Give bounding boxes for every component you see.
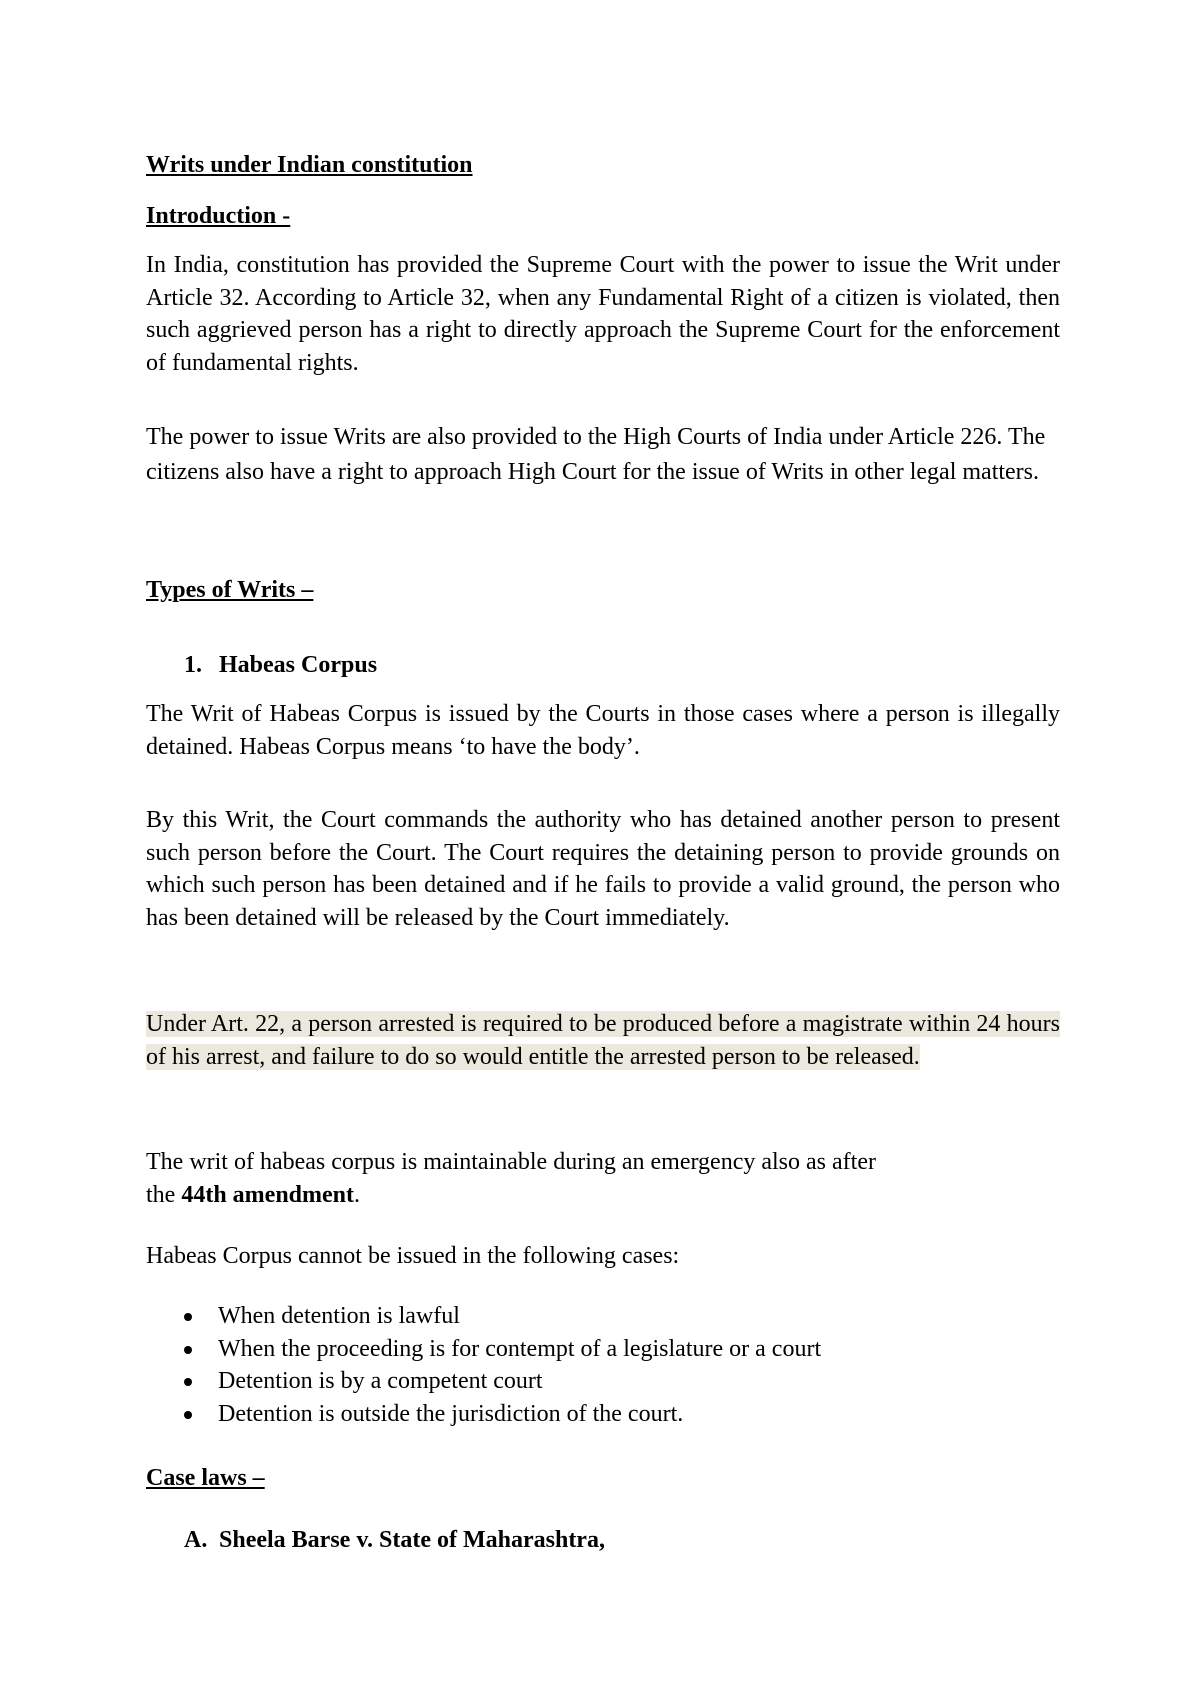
habeas-corpus-heading xyxy=(184,649,377,681)
bullet-icon xyxy=(184,1313,192,1321)
list-item xyxy=(184,1365,1060,1398)
habeas-paragraph-5: Habeas Corpus cannot be issued in the following cases: xyxy=(146,1243,680,1269)
introduction-heading: Introduction - xyxy=(146,203,291,229)
habeas-paragraph-4 xyxy=(146,1146,1060,1211)
case-a-label: A. xyxy=(184,1527,208,1553)
list-item xyxy=(184,1300,1060,1333)
case-laws-heading: Case laws – xyxy=(146,1465,265,1491)
case-a-heading xyxy=(184,1524,605,1556)
document-title: Writs under Indian constitution xyxy=(146,152,473,178)
habeas-paragraph-4-line-1: The writ of habeas corpus is maintainable during an emergency also as after xyxy=(146,1149,876,1175)
bullet-icon xyxy=(184,1411,192,1419)
list-item-text: Detention is by a competent court xyxy=(218,1368,543,1394)
bullet-icon xyxy=(184,1378,192,1386)
list-item-text: When detention is lawful xyxy=(218,1303,460,1329)
types-of-writs-heading: Types of Writs – xyxy=(146,577,314,603)
habeas-paragraph-4-line-2 xyxy=(146,1179,1060,1212)
intro-paragraph-2: The power to issue Writs are also provided to the High Courts of India under Article 226. The citizens also have a right to approach High Court for the issue of Writs in other legal matters. xyxy=(146,424,1046,485)
intro-paragraph-1: In India, constitution has provided the Supreme Court with the power to issue the Writ under Article 32. According to Article 32, when any Fundamental Right of a citizen is violated, then such aggrieved person has a right to directly approach the Supreme Court for the enforcement of fundamental rights. xyxy=(146,252,1060,376)
p4-suffix: . xyxy=(354,1181,360,1208)
amendment-bold-text: 44th amendment xyxy=(181,1181,354,1208)
list-item-text: Detention is outside the jurisdiction of the court. xyxy=(218,1400,684,1427)
list-item-text: When the proceeding is for contempt of a legislature or a court xyxy=(218,1335,822,1362)
case-a-title: Sheela Barse v. State of Maharashtra, xyxy=(219,1527,605,1553)
habeas-corpus-number: 1. xyxy=(184,652,202,678)
highlighted-text: Under Art. 22, a person arrested is required to be produced before a magistrate within 24 hours of his arrest, and failure to do so would entitle the arrested person to be released. xyxy=(146,1011,1060,1070)
habeas-corpus-title: Habeas Corpus xyxy=(219,652,378,678)
habeas-paragraph-1: The Writ of Habeas Corpus is issued by the Courts in those cases where a person is illegally detained. Habeas Corpus means ‘to have the body’. xyxy=(146,701,1060,760)
habeas-paragraph-3 xyxy=(146,1008,1060,1073)
bullet-icon xyxy=(184,1346,192,1354)
habeas-exceptions-list xyxy=(184,1300,1060,1430)
list-item xyxy=(184,1333,1060,1366)
p4-prefix: the xyxy=(146,1181,182,1208)
habeas-paragraph-2: By this Writ, the Court commands the authority who has detained another person to present such person before the Court. The Court requires the detaining person to provide grounds on which such person has been detained and if he fails to provide a valid ground, the person who has been detained will be released by the Court immediately. xyxy=(146,807,1060,931)
list-item xyxy=(184,1398,1060,1431)
